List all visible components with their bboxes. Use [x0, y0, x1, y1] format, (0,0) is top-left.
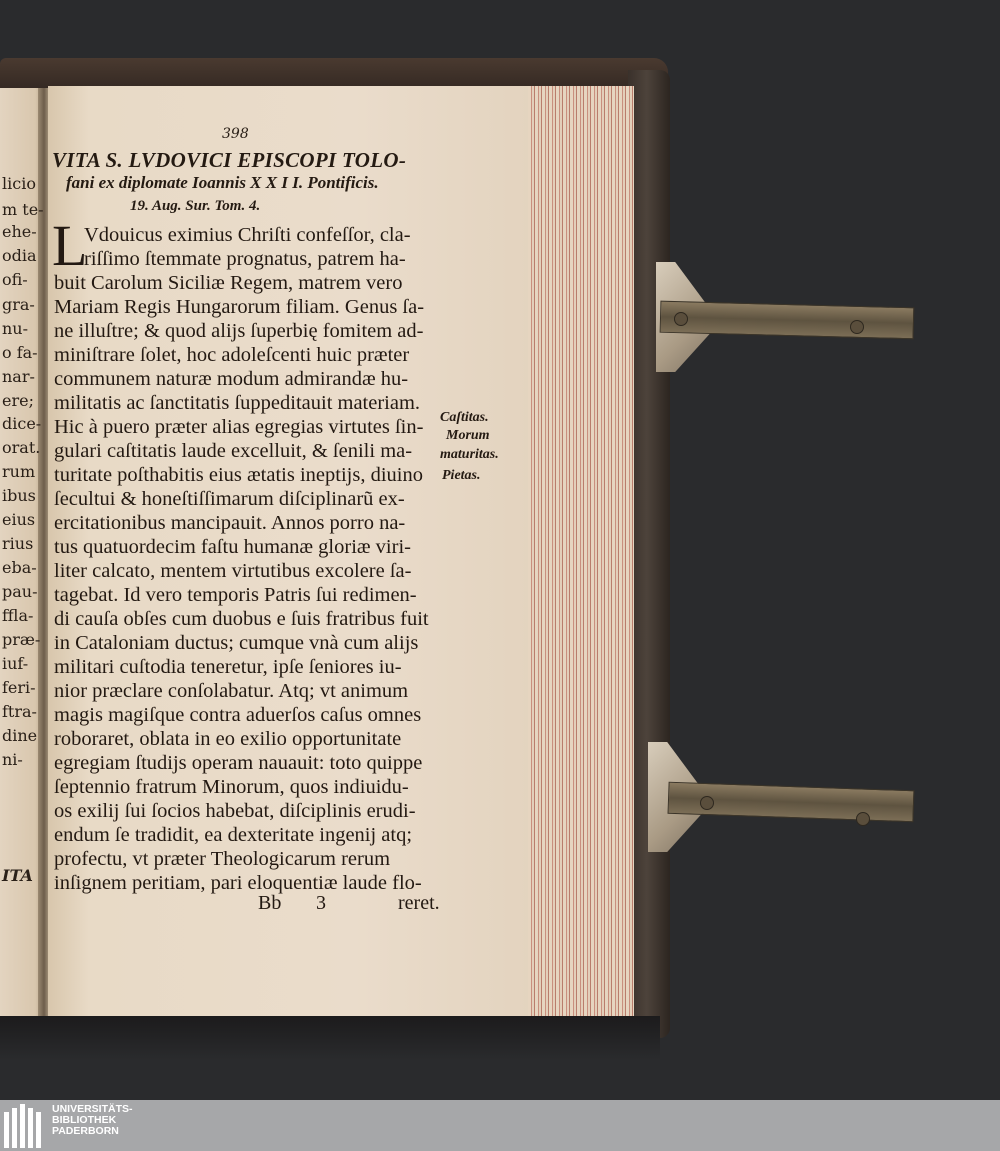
body-line: os exilij ſui ſocios habebat, diſciplinis erudi-: [54, 800, 416, 822]
clasp-bar-top: [660, 301, 915, 340]
library-footer: [0, 1100, 1000, 1151]
margin-note: Caſtitas.: [440, 410, 489, 425]
left-fragment: ehe-: [2, 222, 37, 241]
body-line: Hic à puero præter alias egregias virtutes ſin-: [54, 416, 424, 438]
left-fragment: nu-: [2, 319, 29, 338]
left-fragment: pau-: [2, 582, 38, 601]
page-edges: [528, 86, 634, 1020]
body-line: di cauſa obſes cum duobus e ſuis fratribus fuit: [54, 608, 429, 630]
library-logo-icon: [4, 1104, 46, 1148]
margin-note: maturitas.: [440, 447, 499, 462]
left-fragment: ere;: [2, 391, 34, 410]
library-name-line2: BIBLIOTHEK: [52, 1114, 117, 1126]
left-fragment: odia: [2, 246, 37, 265]
left-fragment: dice-: [2, 414, 42, 433]
margin-note: Pietas.: [442, 468, 481, 483]
body-line: buit Carolum Siciliæ Regem, matrem vero: [54, 272, 403, 294]
body-line: gulari caſtitatis laude excelluit, & ſenili ma-: [54, 440, 413, 462]
signature-mark: Bb: [258, 892, 282, 914]
rivet-icon: [850, 320, 864, 334]
body-line: riſſimo ſtemmate prognatus, patrem ha-: [84, 248, 406, 270]
rivet-icon: [674, 312, 688, 326]
left-fragment: ibus: [2, 486, 36, 505]
left-fragment: dine: [2, 726, 38, 745]
body-line: Vdouicus eximius Chriſti confeſſor, cla-: [84, 224, 411, 246]
body-line: ercitationibus mancipauit. Annos porro na-: [54, 512, 406, 534]
body-line: in Cataloniam ductus; cumque vnà cum alijs: [54, 632, 419, 654]
body-line: nior præclare conſolabatur. Atq; vt animum: [54, 680, 409, 702]
body-line: tus quatuordecim faſtu humanæ gloriæ viri-: [54, 536, 411, 558]
left-fragment: orat.: [2, 438, 41, 457]
body-line: communem naturæ modum admirandæ hu-: [54, 368, 409, 390]
library-name-line1: UNIVERSITÄTS-: [52, 1103, 133, 1115]
body-line: profectu, vt præter Theologicarum rerum: [54, 848, 391, 870]
left-fragment: ITA: [2, 866, 33, 885]
body-line: turitate poſthabitis eius ætatis ineptijs, diuino: [54, 464, 423, 486]
left-fragment: m te-: [2, 200, 44, 219]
body-line: ſecultui & honeſtiſſimarum diſciplinarũ ex-: [54, 488, 405, 510]
left-fragment: gra-: [2, 295, 35, 314]
left-fragment: licio: [2, 174, 36, 193]
left-fragment: feri-: [2, 678, 36, 697]
body-line: tagebat. Id vero temporis Patris ſui redimen-: [54, 584, 417, 606]
body-line: roboraret, oblata in eo exilio opportunitate: [54, 728, 402, 750]
body-line: inſignem peritiam, pari eloquentiæ laude flo-: [54, 872, 422, 894]
body-line: magis magiſque contra aduerſos caſus omnes: [54, 704, 422, 726]
book-cover: [628, 70, 670, 1038]
left-fragment: o fa-: [2, 343, 38, 362]
body-line: militatis ac ſanctitatis ſuppeditauit materiam.: [54, 392, 421, 414]
left-fragment: ffla-: [2, 606, 34, 625]
body-line: ſeptennio fratrum Minorum, quos indiuidu-: [54, 776, 409, 798]
margin-note: Morum: [446, 428, 490, 443]
book-shadow: [0, 1016, 660, 1060]
page-title: VITA S. LVDOVICI EPISCOPI TOLO-: [52, 148, 407, 172]
page-number: 398: [222, 126, 249, 142]
left-fragment: rius: [2, 534, 34, 553]
left-fragment: eius: [2, 510, 36, 529]
body-line: militari cuſtodia teneretur, ipſe ſeniores iu-: [54, 656, 402, 678]
body-line: miniſtrare ſolet, hoc adoleſcenti huic præter: [54, 344, 410, 366]
rivet-icon: [700, 796, 714, 810]
body-line: liter calcato, mentem virtutibus excolere ſa-: [54, 560, 412, 582]
left-fragment: nar-: [2, 367, 35, 386]
source-reference: 19. Aug. Sur. Tom. 4.: [130, 198, 261, 214]
left-fragment: præ-: [2, 630, 41, 649]
body-line: egregiam ſtudijs operam nauauit: toto quippe: [54, 752, 423, 774]
drop-cap: L: [52, 213, 88, 278]
left-fragment: ofi-: [2, 270, 28, 289]
catchword: reret.: [398, 892, 440, 914]
left-fragment: ni-: [2, 750, 23, 769]
left-fragment: rum: [2, 462, 36, 481]
library-name-line3: PADERBORN: [52, 1125, 119, 1137]
left-fragment: ftra-: [2, 702, 37, 721]
left-fragment: iuf-: [2, 654, 29, 673]
body-line: ne illuſtre; & quod alijs ſuperbię fomitem ad-: [54, 320, 424, 342]
signature-number: 3: [316, 892, 326, 914]
body-line: endum ſe tradidit, ea dexteritate ingenij atq;: [54, 824, 413, 846]
rivet-icon: [856, 812, 870, 826]
body-line: Mariam Regis Hungarorum filiam. Genus ſa-: [54, 296, 425, 318]
page-subtitle: fani ex diplomate Ioannis X X I I. Pontificis.: [66, 173, 379, 192]
left-fragment: eba-: [2, 558, 37, 577]
